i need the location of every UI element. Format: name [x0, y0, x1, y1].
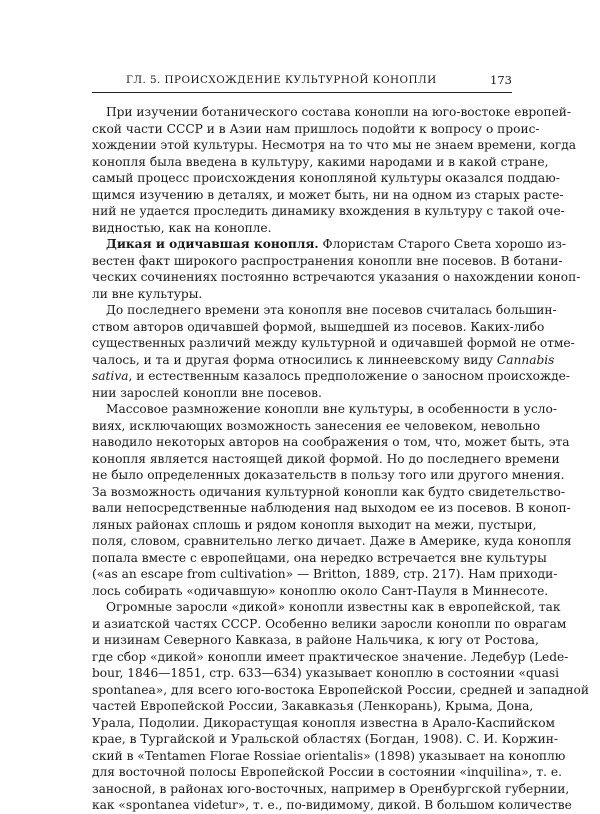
text-line: и азиатской частях СССР. Особенно велики заросли конопли по оврагам: [92, 616, 567, 631]
text-line: («as an escape from cultivation» — Britton, 1889, стр. 217). Нам приходи-: [92, 567, 558, 581]
text-line: [92, 368, 570, 385]
body-text: [92, 104, 589, 814]
text-line: попала вместе с европейцами, она нередко встречается вне культуры: [92, 550, 547, 565]
text-line: ский в «Tentamen Florae Rossiae orientalis» (1898) указывает на коноплю: [92, 748, 566, 763]
text-line: ской части СССР и в Азии нам пришлось подойти к вопросу о проис-: [92, 121, 540, 136]
text-line: существенных различий между культурной и одичавшей формой не отме-: [92, 336, 575, 350]
text-line: самый процесс происхождения конопляной культуры оказался поддаю-: [92, 171, 560, 185]
text-line: [92, 352, 555, 369]
text-fragment: , и естественным казалось предположение о заносном происхожде-: [128, 369, 570, 383]
text-line: вестен факт широкого распространения конопли вне посевов. В ботани-: [92, 253, 563, 268]
text-line: как «spontanea videtur», т. е., по-видимому, дикой. В большом количестве: [92, 798, 572, 812]
text-line: лось собирать «одичавшую» коноплю около Сант-Пауля в Миннесоте.: [92, 583, 549, 598]
text-line: ний не удается проследить динамику вхождения в культуру с такой оче-: [92, 204, 565, 218]
text-line: [92, 236, 566, 253]
text-line: хождении этой культуры. Несмотря на то что мы не знаем времени, когда: [92, 138, 576, 152]
page-number: 173: [490, 73, 512, 87]
text-line: Огромные заросли «дикой» конопли известны как в европейской, так: [106, 600, 561, 614]
text-line: ляных районах сплошь и рядом конопля выходит на межи, пустыри,: [92, 517, 537, 532]
text-line: bour, 1846—1851, стр. 633—634) указывает коноплю в состоянии «quasi: [92, 666, 560, 680]
text-line: ческих сочинениях постоянно встречаются указания о нахождении коноп-: [92, 270, 581, 284]
running-header: [92, 70, 512, 93]
species-name: Cannabis: [496, 352, 555, 367]
text-line: ли вне культуры.: [92, 286, 203, 301]
text-line: частей Европейской России, Закавказья (Ленкорань), Крыма, Дона,: [92, 699, 534, 713]
chapter-running-title: ГЛ. 5. ПРОИСХОЖДЕНИЕ КУЛЬТУРНОЙ КОНОПЛИ: [126, 74, 437, 86]
text-line: где сбор «дикой» конопли имеет практическое значение. Ледебур (Lede-: [92, 649, 569, 664]
text-line: Массовое размножение конопли вне культуры, в особенности в усло-: [106, 402, 557, 416]
species-name: sativa: [92, 369, 129, 383]
text-line: поля, словом, сравнительно легко дичает. Даже в Америке, куда конопля: [92, 534, 572, 548]
text-fragment: Флористам Старого Света хорошо из-: [318, 237, 566, 251]
text-line: spontanea», для всего юго-востока Европейской России, средней и западной: [92, 682, 589, 697]
text-line: видностью, как на конопле.: [92, 220, 272, 235]
text-line: крае, в Тургайской и Уральской областях (Богдан, 1908). С. И. Коржин-: [92, 732, 558, 746]
text-line: конопля является настоящей дикой формой. Но до последнего времени: [92, 451, 560, 466]
text-line: наводило некоторых авторов на соображения о том, что, может быть, эта: [92, 435, 570, 449]
text-line: виях, исключающих возможность занесения ее человеком, невольно: [92, 418, 541, 433]
text-line: вали непосредственные наблюдения над выходом ее из посевов. В коноп-: [92, 501, 571, 515]
text-line: нии зарослей конопли вне посевов.: [92, 385, 322, 400]
text-line: конопля была введена в культуру, какими народами и в какой стране,: [92, 154, 549, 169]
text-line: щимся изучению в деталях, и может быть, ни на одном из старых расте-: [92, 187, 564, 202]
text-fragment: чалось, и та и другая форма относились к линнеевскому виду: [92, 352, 494, 367]
text-line: для восточной полосы Европейской России в состоянии «inquilina», т. е.: [92, 765, 562, 779]
text-line: и низинам Северного Кавказа, в районе Нальчика, к югу от Ростова,: [92, 633, 539, 647]
text-line: До последнего времени эта конопля вне посевов считалась большин-: [106, 303, 557, 317]
text-line: заносной, в районах юго-восточных, например в Оренбургской губернии,: [92, 781, 570, 796]
text-line: Урала, Подолии. Дикорастущая конопля известна в Арало-Каспийском: [92, 715, 556, 730]
section-heading: Дикая и одичавшая конопля.: [106, 237, 319, 251]
text-line: За возможность одичания культурной конопли как будто свидетельство-: [92, 484, 565, 499]
text-line: не было определенных доказательств в пользу того или другого мнения.: [92, 468, 565, 482]
text-line: ством авторов одичавшей формой, вышедшей из посевов. Каких-либо: [92, 319, 545, 334]
text-line: При изучении ботанического состава конопли на юго-востоке европей-: [106, 105, 572, 119]
